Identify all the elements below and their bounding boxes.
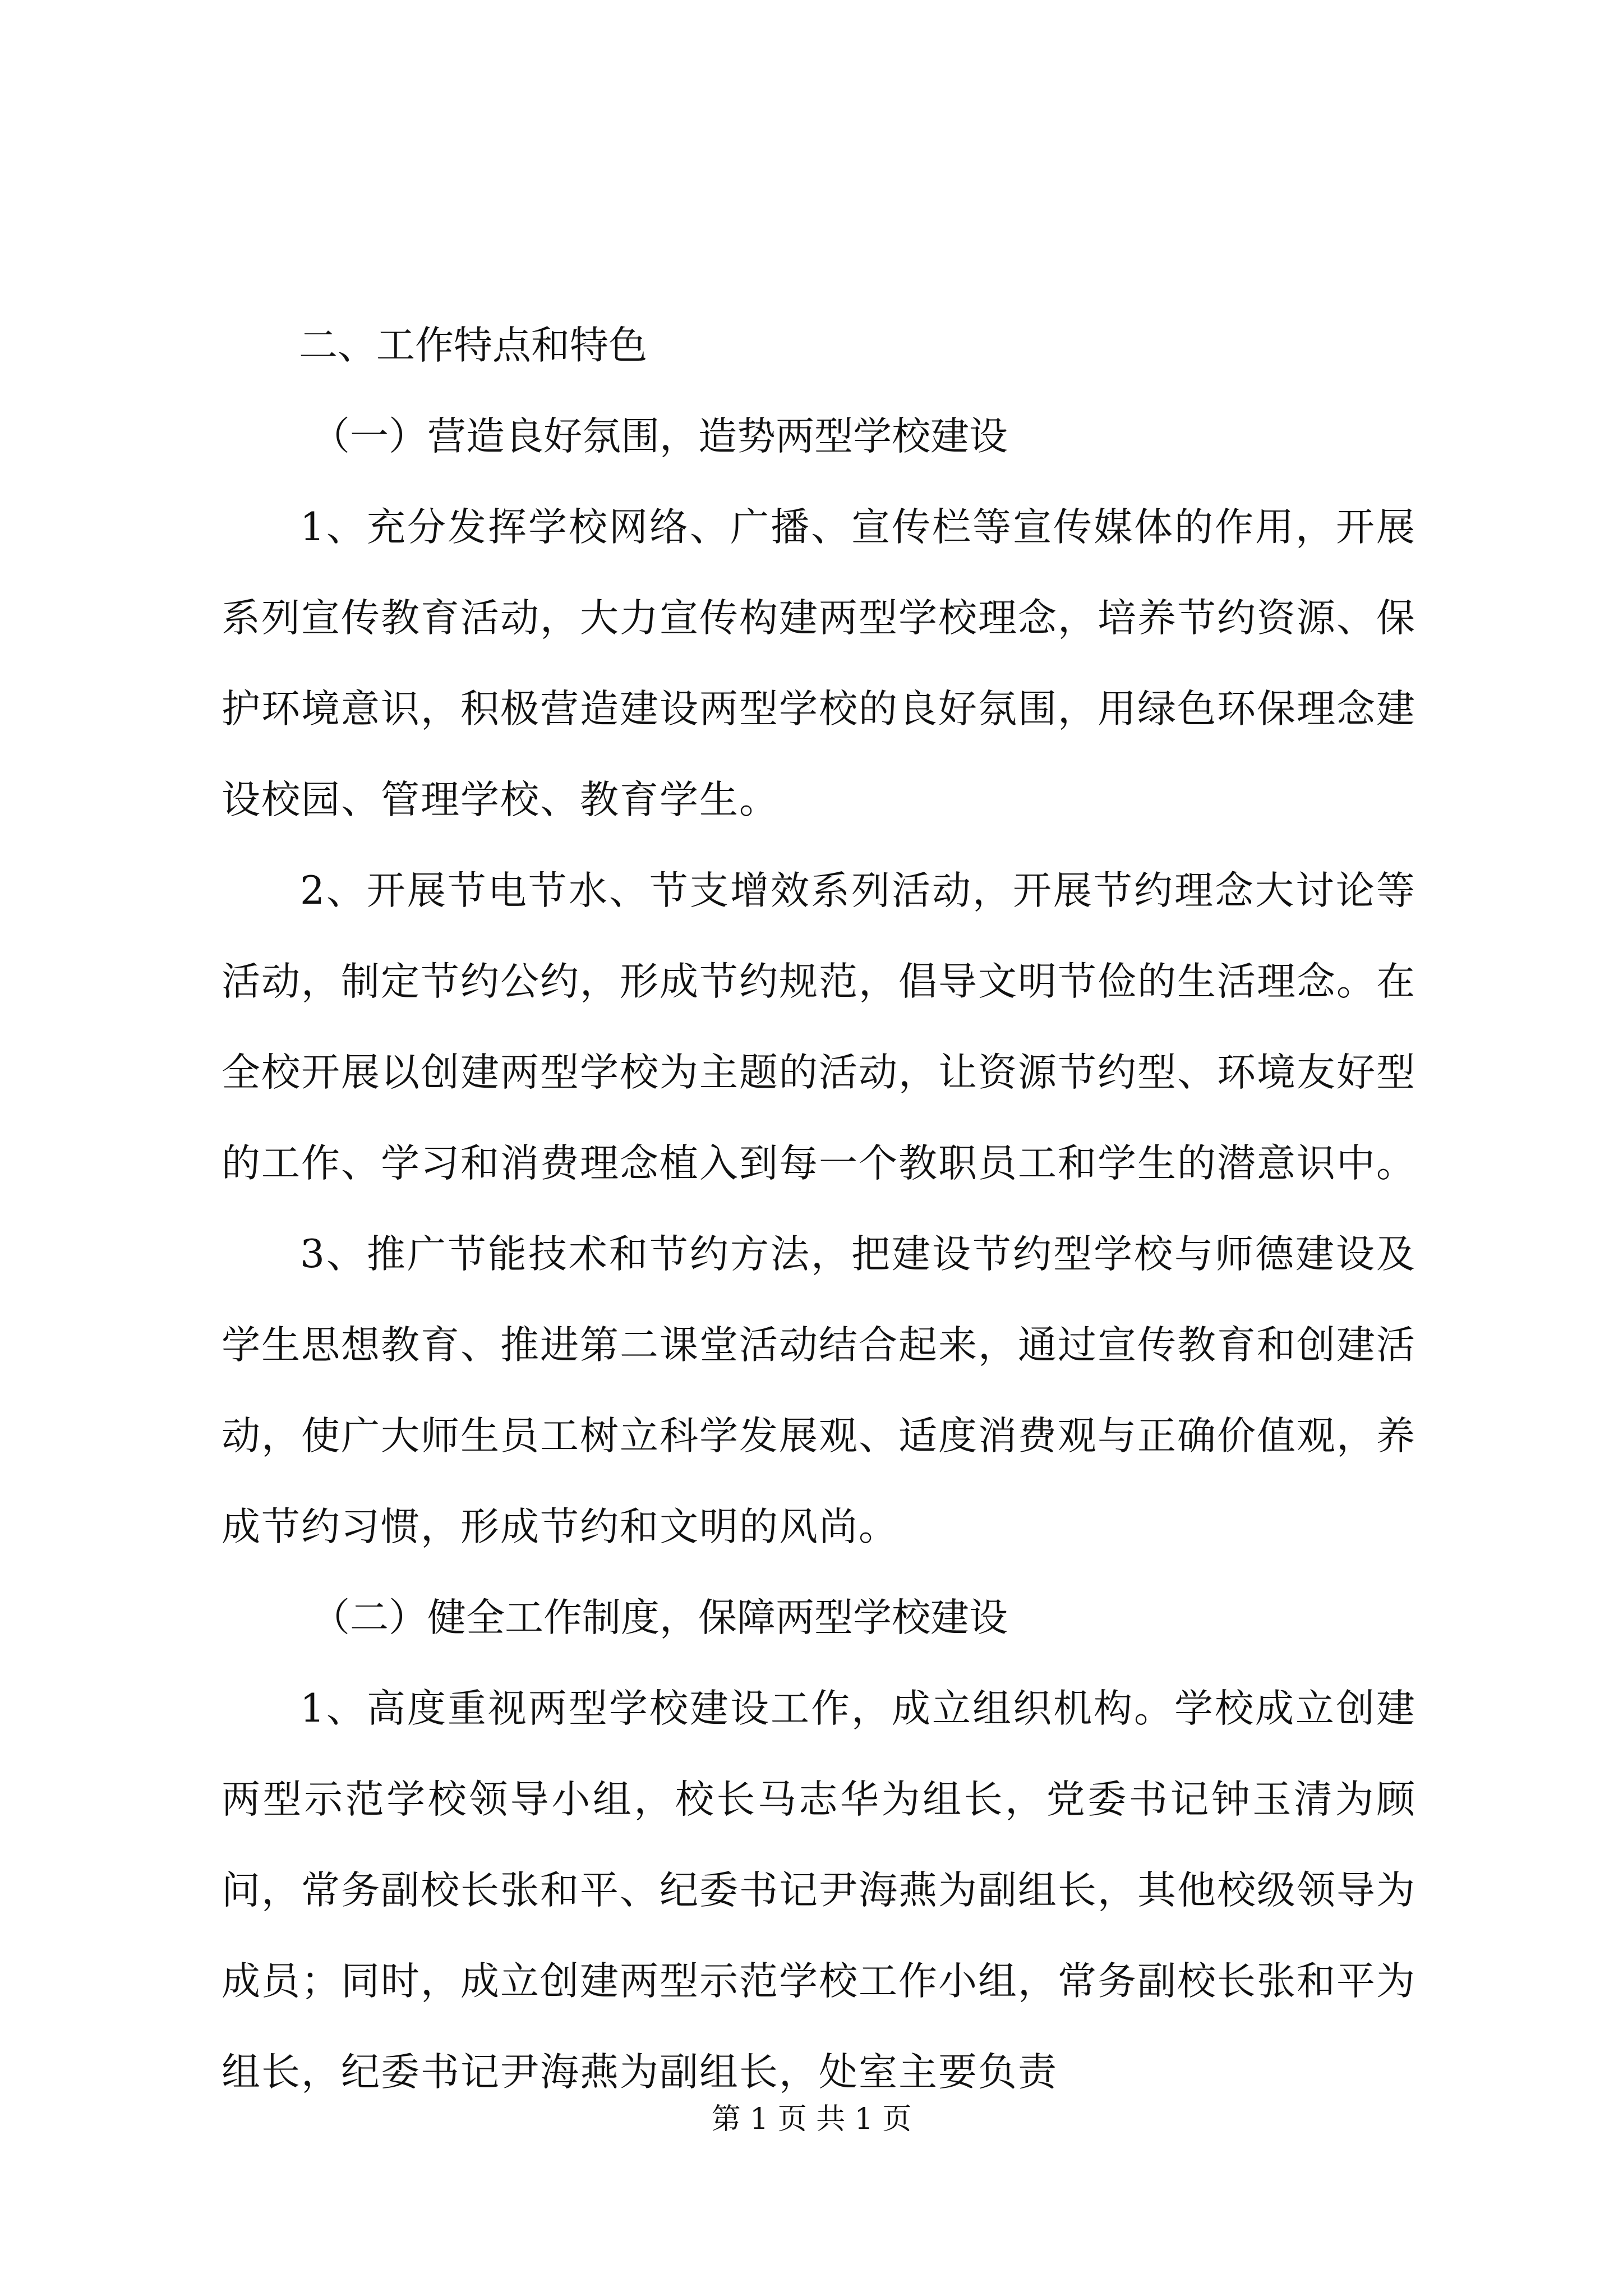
- paragraph-1-3: 3、推广节能技术和节约方法，把建设节约型学校与师德建设及学生思想教育、推进第二课堂活动结合起来，通过宣传教育和创建活动，使广大师生员工树立科学发展观、适度消费观与正确价值观，养成节约习惯，形成节约和文明的风尚。: [222, 1232, 1416, 1549]
- section-title: 二、工作特点和特色: [299, 323, 647, 368]
- paragraph-1-1: 1、充分发挥学校网络、广播、宣传栏等宣传媒体的作用，开展系列宣传教育活动，大力宣传构建两型学校理念，培养节约资源、保护环境意识，积极营造建设两型学校的良好氛围，用绿色环保理念建设校园、管理学校、教育学生。: [222, 505, 1416, 822]
- document-body: [222, 300, 1416, 2118]
- paragraph-2-1: 1、高度重视两型学校建设工作，成立组织机构。学校成立创建两型示范学校领导小组，校长马志华为组长，党委书记钟玉清为顾问，常务副校长张和平、纪委书记尹海燕为副组长，其他校级领导为成员；同时，成立创建两型示范学校工作小组，常务副校长张和平为组长，纪委书记尹海燕为副组长，处室主要负责: [222, 1686, 1416, 2095]
- subsection-2-title: （二）健全工作制度，保障两型学校建设: [311, 1595, 1008, 1640]
- page-footer: 第 1 页 共 1 页: [711, 2102, 912, 2136]
- paragraph-1-2: 2、开展节电节水、节支增效系列活动，开展节约理念大讨论等活动，制定节约公约，形成节约规范，倡导文明节俭的生活理念。在全校开展以创建两型学校为主题的活动，让资源节约型、环境友好型的工作、学习和消费理念植入到每一个教职员工和学生的潜意识中。: [222, 868, 1416, 1186]
- subsection-1-title: （一）营造良好氛围，造势两型学校建设: [311, 414, 1008, 459]
